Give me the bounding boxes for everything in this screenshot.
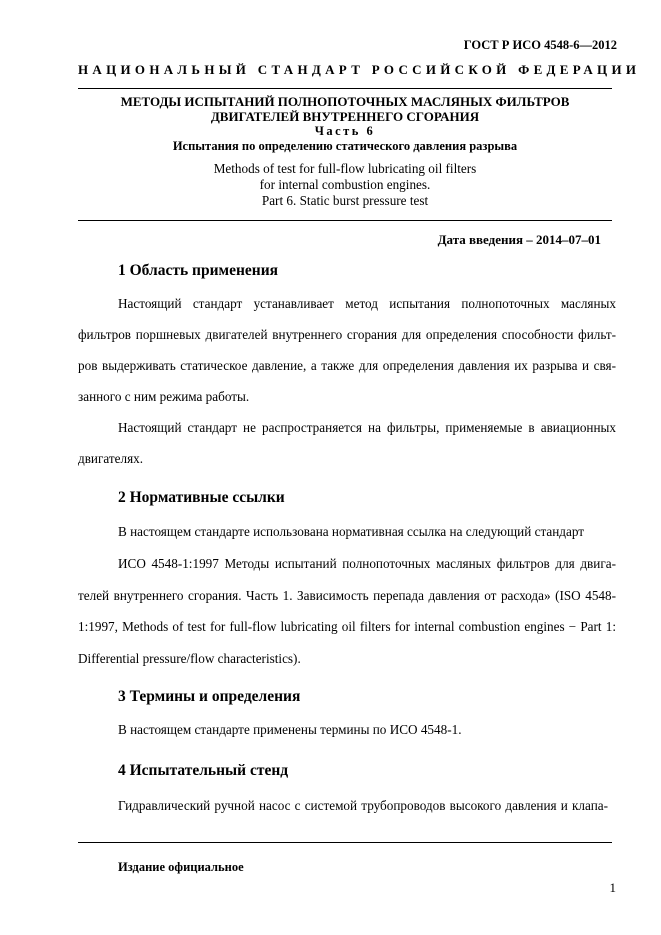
title-ru-line1: МЕТОДЫ ИСПЫТАНИЙ ПОЛНОПОТОЧНЫХ МАСЛЯНЫХ ФИЛЬТРОВ <box>120 94 570 109</box>
section-1-line: занного с ним режима работы. <box>78 389 250 404</box>
section-3-heading: 3 Термины и определения <box>118 688 301 705</box>
section-2-line: ИСО 4548-1:1997 Методы испытаний полнопоточных масляных фильтров для двига- <box>118 556 616 571</box>
section-2-line: 1:1997, Methods of test for full-flow lubricating oil filters for internal combustion engines − Part 1: <box>78 619 616 634</box>
section-2-line: телей внутреннего сгорания. Часть 1. Зависимость перепада давления от расхода» (ISO 4548- <box>78 588 616 603</box>
section-2-line: В настоящем стандарте использована нормативная ссылка на следующий стандарт <box>118 524 585 539</box>
title-en-line3: Part 6. Static burst pressure test <box>261 193 429 208</box>
edition-label: Издание официальное <box>118 860 244 874</box>
section-1-heading: 1 Область применения <box>118 262 279 279</box>
title-divider <box>78 220 612 221</box>
section-1-line: ров выдерживать статическое давление, а также для определения давления их разрыва и свя- <box>78 358 616 373</box>
section-1-line: Настоящий стандарт не распространяется на фильтры, применяемые в авиационных <box>118 420 616 435</box>
title-ru-line2: ДВИГАТЕЛЕЙ ВНУТРЕННЕГО СГОРАНИЯ <box>210 109 480 124</box>
title-subtitle: Испытания по определению статического давления разрыва <box>172 139 518 153</box>
part-number: Часть 6 <box>314 124 376 138</box>
title-en-line2: for internal combustion engines. <box>259 177 431 192</box>
section-4-heading: 4 Испытательный стенд <box>118 762 289 779</box>
section-4-line: Гидравлический ручной насос с системой трубопроводов высокого давления и клапа- <box>118 798 608 813</box>
section-2-line: Differential pressure/flow characteristics). <box>78 651 301 666</box>
national-standard-banner: НАЦИОНАЛЬНЫЙ СТАНДАРТ РОССИЙСКОЙ ФЕДЕРАЦИИ <box>78 62 641 77</box>
header-divider <box>78 88 612 89</box>
section-1-line: Настоящий стандарт устанавливает метод испытания полнопоточных масляных <box>118 296 616 311</box>
section-1-line: двигателях. <box>78 451 144 466</box>
section-3-line: В настоящем стандарте применены термины по ИСО 4548-1. <box>118 722 462 737</box>
footer-divider <box>78 842 612 843</box>
section-2-heading: 2 Нормативные ссылки <box>118 489 285 506</box>
introduction-date: Дата введения – 2014–07–01 <box>437 232 601 247</box>
document-code: ГОСТ Р ИСО 4548-6—2012 <box>463 38 617 52</box>
section-1-line: фильтров поршневых двигателей внутреннего сгорания для определения способности фильт- <box>78 327 616 342</box>
title-en-line1: Methods of test for full-flow lubricating oil filters <box>213 161 477 176</box>
page-number: 1 <box>609 880 616 895</box>
